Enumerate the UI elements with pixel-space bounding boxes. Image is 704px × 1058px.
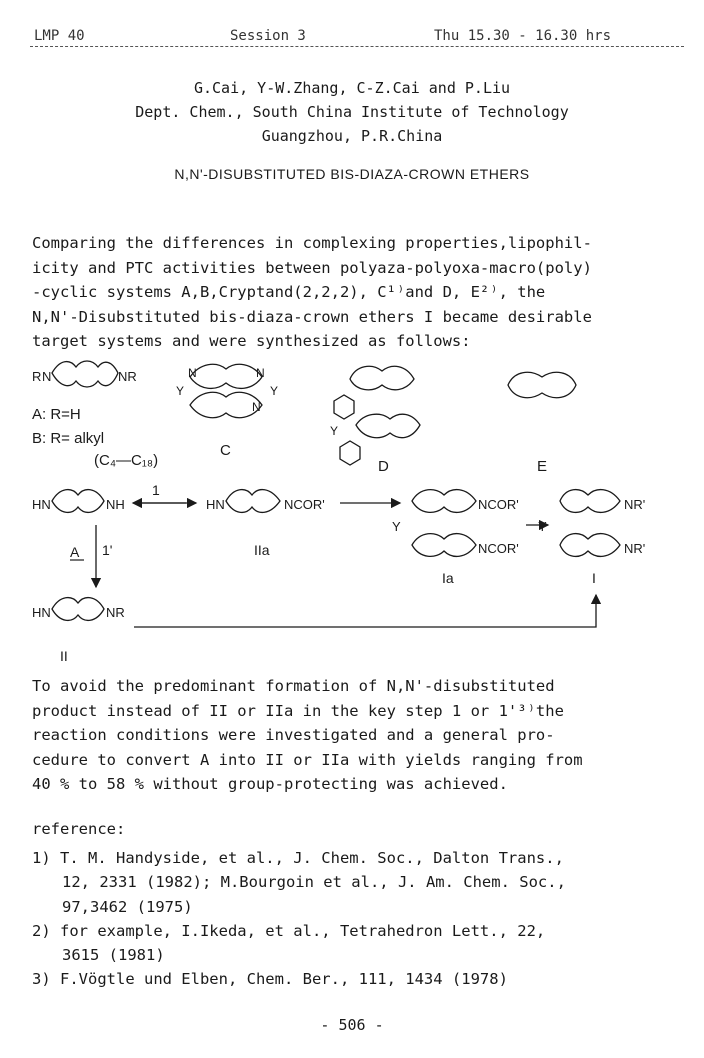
bis-amide-Ia [392,490,519,557]
hn-group-iia: HN [206,497,225,512]
text-line: N,N'-Disubstituted bis-diaza-crown ethers I became desirable [32,307,592,326]
starting-crown-A [32,490,125,513]
text-line: 40 % to 58 % without group-protecting was achieved. [32,775,508,793]
references-heading: reference: [32,820,126,838]
y-linker-left: Y [176,384,185,398]
compound-Ia-label: Ia [442,570,454,586]
compound-IIa-label: IIa [254,542,270,558]
paper-title: N,N'-DISUBSTITUTED BIS-DIAZA-CROWN ETHERS [174,166,530,182]
reference-item: 2) for example, I.Ikeda, et al., Tetrahedron Lett., 22, [32,921,546,940]
mono-acylated-IIa [206,490,325,513]
text-line: target systems and were synthesized as follows: [32,332,471,350]
reference-continuation: 12, 2331 (1982); M.Bourgoin et al., J. Am. Chem. Soc., [62,873,566,892]
r-substituent-left: R [32,369,42,384]
compound-I-label: I [592,570,596,586]
y-linker-i: Y [538,519,547,534]
session-time: Thu 15.30 - 16.30 hrs [434,28,612,44]
compound-E-structure [508,372,576,397]
references-list [32,846,682,992]
compound-B-definition: B: R= alkyl [32,430,105,447]
author-names: G.Cai, Y-W.Zhang, C-Z.Cai and P.Liu [193,79,511,97]
session-label: Session 3 [230,28,306,44]
nr-group-lower: NR' [624,541,646,556]
text-line: cedure to convert A into II or IIa with yields ranging from [32,750,583,769]
author-location: Guangzhou, P.R.China [261,127,443,145]
reference-item: 3) F.Vögtle und Elben, Chem. Ber., 111, 1434 (1978) [32,970,508,989]
ncor-group-lower: NCOR' [478,541,519,556]
nr-substituent-right: NR [118,369,137,384]
ncor-group-iia: NCOR' [284,497,325,512]
author-affiliation: Dept. Chem., South China Institute of Technology [135,103,569,121]
page-number: - 506 - [320,1016,384,1034]
crown-ether-A-B-structure [32,361,137,387]
text-line: product instead of II or IIa in the key step 1 or 1'³⁾the [32,701,564,720]
synthesis-scheme [0,355,704,670]
results-paragraph [32,674,672,797]
reference-item: 1) T. M. Handyside, et al., J. Chem. Soc., Dalton Trans., [32,849,564,867]
compound-D-structure [330,366,420,465]
n-atom-left: N [42,369,52,384]
compound-A-label: A [70,544,80,560]
text-line: icity and PTC activities between polyaza-polyoxa-macro(poly) [32,258,592,277]
abstract-code: LMP 40 [34,28,85,44]
text-line: -cyclic systems A,B,Cryptand(2,2,2), C¹⁾and D, E²⁾, the [32,283,546,301]
session-header [30,28,684,47]
hn-group-left: HN [32,497,51,512]
step-1-label: 1 [152,482,160,498]
step-1prime-label: 1' [102,542,113,558]
compound-II-label: II [60,648,68,664]
y-linker-d: Y [330,424,339,438]
hn-group-ii: HN [32,605,51,620]
nh-group-right: NH [106,497,125,512]
y-linker-right: Y [270,384,279,398]
compound-D-label: D [378,458,389,475]
compound-C-label: C [220,442,231,459]
intro-paragraph [32,231,672,354]
n-atom-upper-right: N [256,366,265,380]
alkyl-chain-range: (C₄—C₁₈) [94,452,159,469]
n-atom-upper-left: N [188,366,197,380]
text-line: To avoid the predominant formation of N,N'-disubstituted [32,677,555,695]
reference-continuation: 97,3462 (1975) [62,897,193,916]
reference-continuation: 3615 (1981) [62,946,165,965]
compound-A-definition: A: R=H [32,406,81,423]
text-line: reaction conditions were investigated and a general pro- [32,726,555,744]
cryptand-C-structure [176,364,278,417]
nr-group-upper: NR' [624,497,646,512]
ncor-group-upper: NCOR' [478,497,519,512]
compound-E-label: E [537,458,548,475]
author-block [0,76,704,148]
nr-group-ii: NR [106,605,125,620]
y-linker-ia: Y [392,519,401,534]
n-atom-lower-right: N [252,400,261,414]
text-line: Comparing the differences in complexing properties,lipophil- [32,234,592,252]
target-bis-crown-I [538,490,645,557]
mono-alkyl-crown-II [32,598,125,621]
